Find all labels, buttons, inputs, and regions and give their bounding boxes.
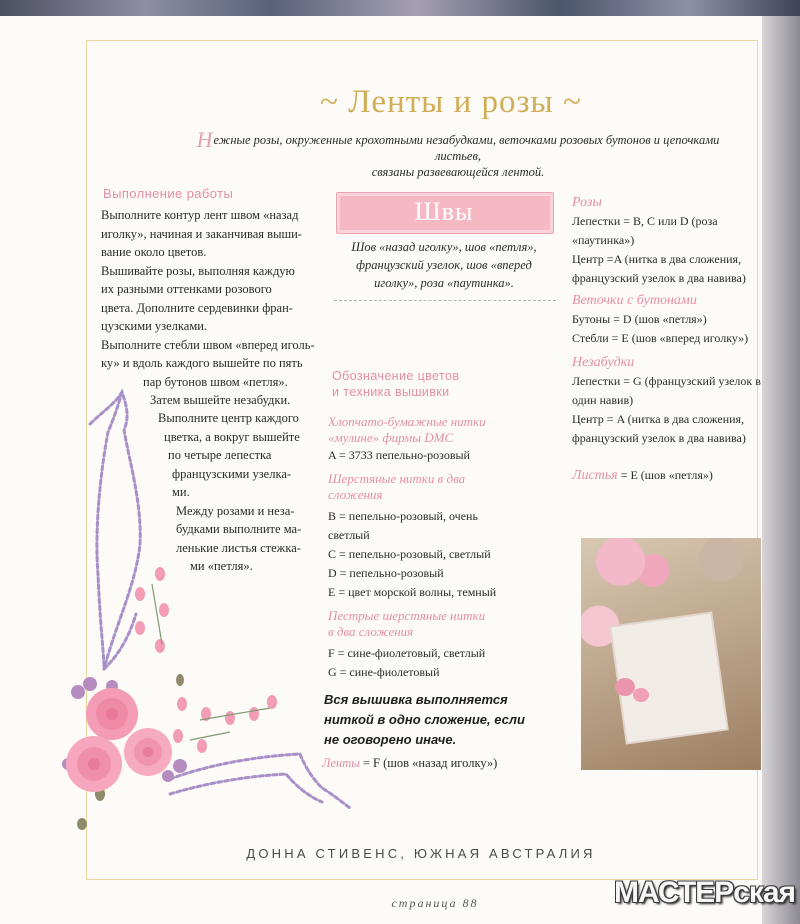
ribbons-legend [322,754,497,772]
roses-line: Центр =A (нитка в два сложения, [572,252,742,266]
work-line: их разными оттенками розового [101,282,272,296]
work-line: цузскими узелками. [101,319,208,333]
forget-me-nots-line: один навив) [572,393,634,407]
work-line: цветка, а вокруг вышейте [164,430,300,444]
photo-rose [615,678,635,696]
legend-item-e: E = цвет морской волны, темный [328,585,497,599]
legend-group-title: Пестрые шерстяные нитки [328,608,486,623]
work-line: французскими узелка- [172,467,292,481]
legend-item-g: G = сине-фиолетовый [328,665,440,679]
work-line: цвета. Дополните сердевинки фран- [101,301,293,315]
page-number: страница 88 [391,896,479,910]
buds-line: Бутоны = D (шов «петля») [572,312,707,326]
work-line: по четыре лепестка [168,448,272,462]
intro-line-1: ежные розы, окруженные крохотными незабудками, веточками розовых бутонов и цепочками листьев, [213,133,720,163]
buds-line: Стебли = E (шов «вперед иголку») [572,331,749,345]
legend-group-title: в два сложения [328,624,414,639]
work-heading: Выполнение работы [103,186,234,201]
work-line: Затем вышейте незабудки. [150,393,291,407]
forget-me-nots-line: Центр = A (нитка в два сложения, [572,412,745,426]
legend-group-title: «мулине» фирмы DMC [328,430,454,445]
right-column [572,194,772,485]
work-line: Выполните стебли швом «вперед иголь- [101,338,315,352]
stitches-line: Шов «назад иголку», шов «петля», [351,240,537,254]
leaves-legend [572,466,772,485]
leaves-label: Листья [572,468,618,483]
stitches-line: французский узелок, шов «вперед [356,258,532,272]
work-line: ленькие листья стежка- [176,541,301,555]
legend-item-a: A = 3733 пепельно-розовый [328,448,470,462]
ribbons-value: = F (шов «назад иголку») [359,756,498,770]
author-credit: ДОННА СТИВЕНС, ЮЖНАЯ АВСТРАЛИЯ [246,846,596,861]
work-line: пар бутонов швом «петля». [143,375,288,389]
thread-note-line: Вся вышивка выполняется [324,692,508,707]
legend-group-dmc [328,414,558,446]
legend-heading-line-2: и техника вышивки [332,385,450,399]
thread-note-line: не оговорено иначе. [324,732,457,747]
work-line: Выполните контур лент швом «назад [101,208,299,222]
work-line: будками выполните ма- [176,522,302,536]
work-line: Выполните центр каждого [158,411,299,425]
stitches-description [336,238,552,292]
embroidery-illustration [60,384,360,834]
roses-line: французский узелок в два навива) [572,271,746,285]
stitches-line: иголку», роза «паутинка». [374,276,514,290]
intro-line-2: связаны развевающейся лентой. [371,165,545,179]
ribbons-label: Ленты [322,756,360,770]
legend-item-c: C = пепельно-розовый, светлый [328,547,491,561]
leaves-value: = E (шов «петля») [617,468,713,482]
legend-heading-line-1: Обозначение цветов [332,369,460,383]
color-legend [328,414,558,682]
divider [334,300,556,301]
page-title: ~ Ленты и розы ~ [320,84,582,120]
work-line: ми «петля». [190,559,253,573]
legend-group-title: Шерстяные нитки в два [328,471,466,486]
work-line: ми. [172,485,190,499]
roses-line: «паутинка») [572,233,635,247]
roses-line: Лепестки = B, C или D (роза [572,214,718,228]
roses-heading: Розы [572,195,602,210]
legend-item-b-cont: светлый [328,528,370,542]
watermark-logo: МАСТЕРская [614,876,796,909]
legend-heading [332,368,459,400]
forget-me-nots-line: французский узелок в два навива) [572,431,746,445]
legend-group-variegated [328,608,558,640]
product-photo [581,538,761,770]
legend-group-title: Хлопчато-бумажные нитки [328,414,486,429]
work-line: ку» и вдоль каждого вышейте по пять [101,356,303,370]
intro-drop-cap: Н [196,127,213,152]
legend-item-d: D = пепельно-розовый [328,566,444,580]
legend-group-title: сложения [328,487,383,502]
stitches-heading: Швы [414,197,474,226]
work-line: иголку», начиная и заканчивая выши- [101,227,302,241]
forget-me-nots-heading: Незабудки [572,355,635,370]
work-line: Вышивайте розы, выполняя каждую [101,264,295,278]
legend-item-b: B = пепельно-розовый, очень [328,509,478,523]
thread-note [324,690,544,750]
intro-text [178,127,738,180]
photo-rose [633,688,649,702]
buds-heading: Веточки с бутонами [572,293,697,308]
thread-note-line: ниткой в одно сложение, если [324,712,525,727]
legend-item-f: F = сине-фиолетовый, светлый [328,646,486,660]
work-line: Между розами и неза- [176,504,295,518]
work-line: вание около цветов. [101,245,207,259]
legend-group-wool [328,471,558,503]
forget-me-nots-line: Лепестки = G (французский узелок в [572,374,761,388]
